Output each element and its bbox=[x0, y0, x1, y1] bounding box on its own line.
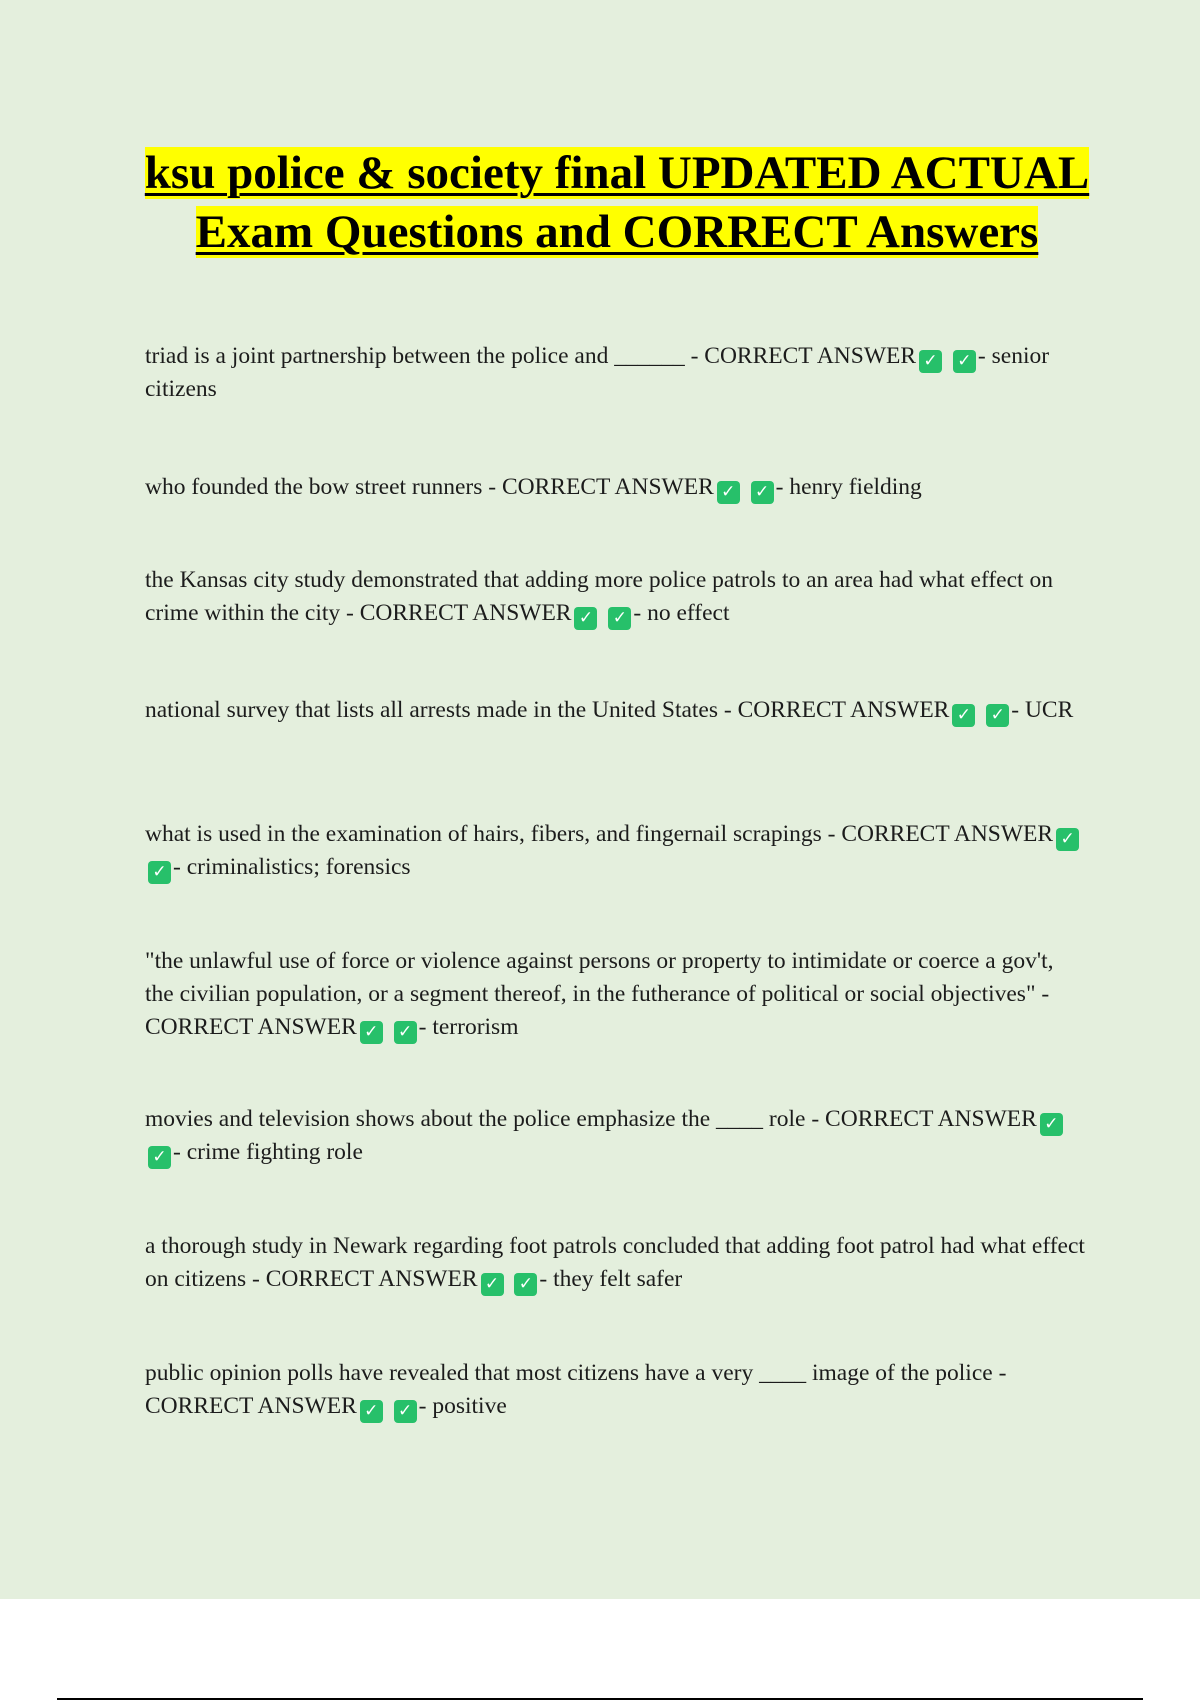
qa-item: who founded the bow street runners - CORRECT ANSWER ✓ ✓ - henry fielding bbox=[145, 474, 922, 502]
check-mark-button-icon: ✓ bbox=[360, 1400, 383, 1423]
qa-item: the Kansas city study demonstrated that adding more police patrols to an area had what effect on crime within the city - CORRECT ANSWER ✓ ✓ - no effect bbox=[145, 567, 1053, 628]
answer-text: terrorism bbox=[432, 1014, 519, 1040]
qa-item: what is used in the examination of hairs, fibers, and fingernail scrapings - CORRECT ANSWER ✓ ✓ - criminalistics; forensics bbox=[145, 818, 1085, 884]
question-text: the Kansas city study demonstrated that adding more police patrols to an area had what effect on crime within the city bbox=[145, 567, 1053, 626]
question-text: what is used in the examination of hairs, fibers, and fingernail scrapings bbox=[145, 821, 822, 847]
qa-item: movies and television shows about the police emphasize the ____ role - CORRECT ANSWER ✓ ✓ - crime fighting role bbox=[145, 1103, 1085, 1169]
check-mark-button-icon: ✓ bbox=[481, 1273, 504, 1296]
answer-marker: CORRECT ANSWER bbox=[501, 474, 714, 500]
qa-item: public opinion polls have revealed that most citizens have a very ____ image of the police - CORRECT ANSWER ✓ ✓ - positive bbox=[145, 1360, 1007, 1421]
check-mark-button-icon: ✓ bbox=[919, 350, 942, 373]
answer-text: senior citizens bbox=[145, 343, 1050, 402]
qa-item: national survey that lists all arrests made in the United States - CORRECT ANSWER ✓ ✓ - UCR bbox=[145, 697, 1074, 725]
check-mark-button-icon: ✓ bbox=[952, 704, 975, 727]
answer-marker: CORRECT ANSWER bbox=[145, 1393, 357, 1419]
answer-marker: CORRECT ANSWER bbox=[825, 1106, 1037, 1132]
answer-text: they felt safer bbox=[553, 1266, 683, 1292]
question-text: triad is a joint partnership between the police and ______ bbox=[145, 343, 685, 369]
answer-text: positive bbox=[432, 1393, 507, 1419]
question-text: who founded the bow street runners bbox=[145, 474, 483, 500]
question-text: national survey that lists all arrests made in the United States bbox=[145, 697, 719, 723]
answer-text: henry fielding bbox=[789, 474, 922, 500]
check-mark-button-icon: ✓ bbox=[751, 481, 774, 504]
document-title-text: ksu police & society final UPDATED ACTUAL Exam Questions and CORRECT Answers bbox=[144, 147, 1090, 258]
check-mark-button-icon: ✓ bbox=[1056, 828, 1079, 851]
answer-text: criminalistics; forensics bbox=[186, 854, 411, 880]
question-text: movies and television shows about the police emphasize the ____ role bbox=[145, 1106, 806, 1132]
document-title bbox=[110, 144, 1124, 262]
check-mark-button-icon: ✓ bbox=[986, 704, 1009, 727]
answer-text: UCR bbox=[1024, 697, 1074, 723]
check-mark-button-icon: ✓ bbox=[717, 481, 740, 504]
check-mark-button-icon: ✓ bbox=[394, 1400, 417, 1423]
check-mark-button-icon: ✓ bbox=[574, 607, 597, 630]
answer-marker: CORRECT ANSWER bbox=[704, 343, 917, 369]
check-mark-button-icon: ✓ bbox=[394, 1021, 417, 1044]
question-text: a thorough study in Newark regarding foot patrols concluded that adding foot patrol had what effect on citizens bbox=[145, 1233, 1085, 1292]
check-mark-button-icon: ✓ bbox=[1040, 1113, 1063, 1136]
answer-marker: CORRECT ANSWER bbox=[145, 1014, 357, 1040]
check-mark-button-icon: ✓ bbox=[148, 1146, 171, 1169]
answer-marker: CORRECT ANSWER bbox=[359, 600, 572, 626]
check-mark-button-icon: ✓ bbox=[608, 607, 631, 630]
qa-item: "the unlawful use of force or violence against persons or property to intimidate or coerce a gov't, the civilian population, or a segment thereof, in the futherance of political or social objectives" - CORRECT ANSWER ✓ ✓ - terrorism bbox=[145, 948, 1054, 1042]
answer-marker: CORRECT ANSWER bbox=[265, 1266, 478, 1292]
check-mark-button-icon: ✓ bbox=[360, 1021, 383, 1044]
answer-text: no effect bbox=[647, 600, 730, 626]
check-mark-button-icon: ✓ bbox=[148, 861, 171, 884]
check-mark-button-icon: ✓ bbox=[514, 1273, 537, 1296]
answer-text: crime fighting role bbox=[186, 1139, 363, 1165]
question-text: "the unlawful use of force or violence against persons or property to intimidate or coerce a gov't, the civilian population, or a segment thereof, in the futherance of political or social objectives" bbox=[145, 948, 1054, 1007]
answer-marker: CORRECT ANSWER bbox=[737, 697, 950, 723]
qa-item: triad is a joint partnership between the police and ______ - CORRECT ANSWER ✓ ✓ - senior citizens bbox=[145, 343, 1050, 402]
question-text: public opinion polls have revealed that most citizens have a very ____ image of the police bbox=[145, 1360, 993, 1386]
check-mark-button-icon: ✓ bbox=[953, 350, 976, 373]
answer-marker: CORRECT ANSWER bbox=[841, 821, 1054, 847]
qa-item: a thorough study in Newark regarding foot patrols concluded that adding foot patrol had what effect on citizens - CORRECT ANSWER ✓ ✓ - they felt safer bbox=[145, 1233, 1085, 1294]
